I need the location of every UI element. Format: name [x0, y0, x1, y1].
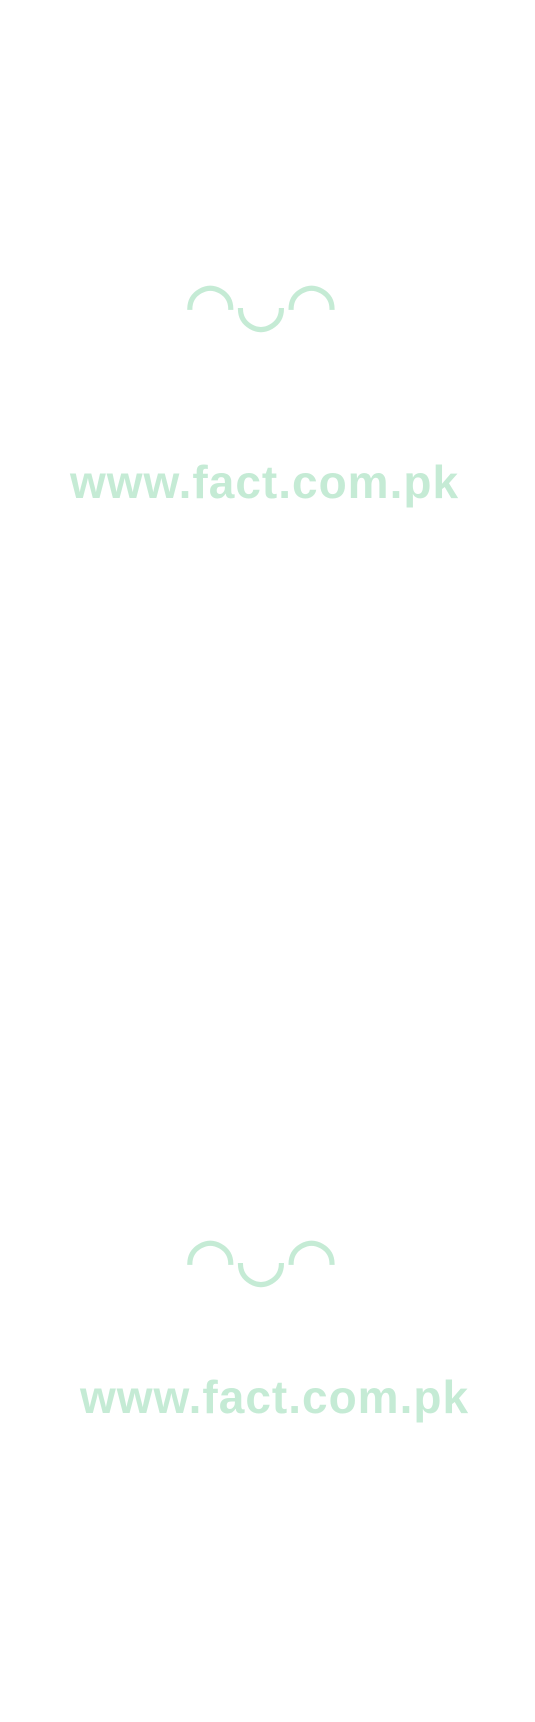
- article-paragraph: [8, 214, 527, 654]
- article-text-line: [8, 614, 527, 634]
- article-text-line: [8, 634, 527, 654]
- article-paragraph: [8, 46, 527, 206]
- article-text-line: [8, 1370, 527, 1390]
- article-text-line: [8, 1478, 527, 1498]
- article-text-line: [8, 334, 527, 354]
- article-text-line: [8, 534, 527, 554]
- article-text-line: [8, 882, 527, 902]
- article-text-line: [8, 274, 527, 294]
- article-text-line: [8, 166, 527, 186]
- article-text-line: [8, 922, 527, 942]
- article-text-line: [8, 554, 527, 574]
- article-text-line: [8, 962, 527, 982]
- article-text-line: [8, 782, 527, 802]
- article-text-line: [8, 374, 527, 394]
- article-text-line: [8, 1518, 527, 1538]
- article-paragraph: [8, 1090, 527, 1430]
- article-text-line: [8, 186, 527, 206]
- article-text-line: [8, 1002, 527, 1022]
- article-text-line: [8, 1638, 527, 1658]
- article-text-line: [8, 802, 527, 822]
- article-text-line: [8, 414, 527, 434]
- article-text-line: [8, 1062, 527, 1082]
- watermark-site-url: www.fact.com.pk: [80, 1371, 470, 1423]
- article-text-line: [8, 1270, 527, 1290]
- article-text-line: [8, 1290, 527, 1310]
- article-text-line: [8, 126, 527, 146]
- article-text-line: [8, 394, 527, 414]
- article-text-line: [8, 1150, 527, 1170]
- article-text-line: [8, 474, 527, 494]
- article-text-line: [8, 1618, 527, 1638]
- article-text-line: [8, 822, 527, 842]
- watermark-site-url: www.fact.com.pk: [70, 456, 460, 508]
- article-text-line: [8, 1578, 527, 1598]
- article-text-line: [8, 1190, 527, 1210]
- article-text-line: [8, 66, 527, 86]
- article-text-line: [8, 434, 527, 454]
- article-text-line: [8, 702, 527, 722]
- article-text-line: [8, 1350, 527, 1370]
- article-text-line: [8, 1330, 527, 1350]
- article-text-line: [8, 1410, 527, 1430]
- article-paragraph: [8, 662, 527, 1082]
- article-headline: [8, 6, 527, 26]
- article-text-line: [8, 682, 527, 702]
- article-text-line: [8, 86, 527, 106]
- article-byline: [8, 26, 527, 46]
- article-text-line: [8, 1538, 527, 1558]
- article-text-line: [8, 574, 527, 594]
- article-text-line: [8, 742, 527, 762]
- article-text-line: [8, 1170, 527, 1190]
- article-text-line: [8, 1210, 527, 1230]
- article-text-line: [8, 842, 527, 862]
- article-text-line: [8, 146, 527, 166]
- article-text-line: [8, 1658, 527, 1678]
- watermark-logo-mark: ◠◡◠: [185, 1227, 337, 1292]
- article-text-line: [8, 594, 527, 614]
- article-text-line: [8, 1042, 527, 1062]
- article-text-line: [8, 1598, 527, 1618]
- article-text-line: [8, 214, 527, 234]
- article-body: [8, 46, 527, 1718]
- article-text-line: [8, 1230, 527, 1250]
- article-text-line: [8, 902, 527, 922]
- article-text-line: [8, 1130, 527, 1150]
- article-text-line: [8, 254, 527, 274]
- article-text-line: [8, 982, 527, 1002]
- article-text-line: [8, 1022, 527, 1042]
- article-text-line: [8, 1090, 527, 1110]
- article-text-line: [8, 106, 527, 126]
- article-text-line: [8, 294, 527, 314]
- article-text-line: [8, 234, 527, 254]
- article-text-line: [8, 1678, 527, 1698]
- article-text-line: [8, 46, 527, 66]
- article-text-line: [8, 1390, 527, 1410]
- article-text-line: [8, 1438, 527, 1458]
- article-text-line: [8, 354, 527, 374]
- article-text-line: [8, 1498, 527, 1518]
- article-text-line: [8, 862, 527, 882]
- article-paragraph: [8, 1438, 527, 1718]
- article-text-line: [8, 1698, 527, 1718]
- article-text-line: [8, 1110, 527, 1130]
- article-text-line: [8, 1558, 527, 1578]
- article-text-line: [8, 454, 527, 474]
- article-text-line: [8, 662, 527, 682]
- watermark-logo-mark: ◠◡◠: [185, 272, 337, 337]
- article-text-line: [8, 514, 527, 534]
- article-text-line: [8, 494, 527, 514]
- article-text-line: [8, 942, 527, 962]
- article-text-line: [8, 1250, 527, 1270]
- article-text-line: [8, 762, 527, 782]
- article-text-line: [8, 722, 527, 742]
- article-text-line: [8, 314, 527, 334]
- article-text-line: [8, 1310, 527, 1330]
- article-text-line: [8, 1458, 527, 1478]
